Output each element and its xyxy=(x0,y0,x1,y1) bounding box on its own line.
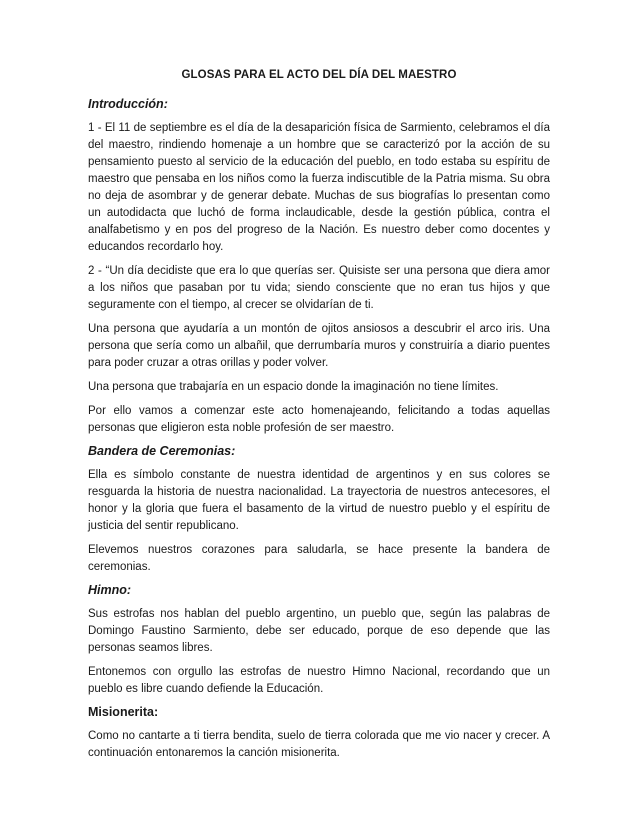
paragraph: Sus estrofas nos hablan del pueblo argentino, un pueblo que, según las palabras de Domingo Faustino Sarmiento, debe ser educado, porque de eso depende que las personas seamos libres. xyxy=(88,608,550,654)
paragraph: Entonemos con orgullo las estrofas de nuestro Himno Nacional, recordando que un pueblo es libre cuando defiende la Educación. xyxy=(88,666,550,695)
document-title: GLOSAS PARA EL ACTO DEL DÍA DEL MAESTRO xyxy=(181,69,457,81)
section-heading-bandera: Bandera de Ceremonias: xyxy=(88,444,236,458)
section-heading-introduccion: Introducción: xyxy=(88,97,168,111)
paragraph: Ella es símbolo constante de nuestra identidad de argentinos y en sus colores se resguarda la historia de nuestra nacionalidad. La trayectoria de nuestros antecesores, el honor y la gloria que fuera el basamento de la virtud de nuestro pueblo y el espíritu de justicia del sentir republicano. xyxy=(88,469,550,532)
paragraph: Por ello vamos a comenzar este acto homenajeando, felicitando a todas aquellas personas que eligieron esta noble profesión de ser maestro. xyxy=(88,405,550,434)
section-heading-misionerita: Misionerita: xyxy=(88,705,159,719)
paragraph: 2 - “Un día decidiste que era lo que querías ser. Quisiste ser una persona que diera amor a los niños que pasaban por tu vida; siendo consciente que no eran tus hijos y que seguramente con el tiempo, al crecer se olvidarían de ti. xyxy=(88,265,550,311)
paragraph: 1 - El 11 de septiembre es el día de la desaparición física de Sarmiento, celebramos el día del maestro, rindiendo homenaje a un hombre que se caracterizó por la acción de su pensamiento puesto al servicio de la educación del pueblo, en todo estaba su espíritu de maestro que pensaba en los niños como la fuerza indiscutible de la Patria misma. Su obra no deja de asombrar y de generar debate. Muchas de sus biografías lo presentan como un autodidacta que luchó de forma inclaudicable, desde la gestión pública, contra el analfabetismo y en pos del progreso de la Nación. Es nuestro deber como docentes y educandos recordarlo hoy. xyxy=(88,122,550,253)
section-heading-himno: Himno: xyxy=(88,583,132,597)
paragraph: Elevemos nuestros corazones para saludarla, se hace presente la bandera de ceremonias. xyxy=(88,544,550,573)
paragraph: Una persona que ayudaría a un montón de ojitos ansiosos a descubrir el arco iris. Una persona que sería como un albañil, que derrumbaría muros y construiría a diario puentes para poder cruzar a otras orillas y poder volver. xyxy=(88,323,550,369)
paragraph: Una persona que trabajaría en un espacio donde la imaginación no tiene límites. xyxy=(88,381,499,393)
document-page xyxy=(88,58,550,769)
paragraph: Como no cantarte a ti tierra bendita, suelo de tierra colorada que me vio nacer y crecer. A continuación entonaremos la canción misionerita. xyxy=(88,730,550,759)
